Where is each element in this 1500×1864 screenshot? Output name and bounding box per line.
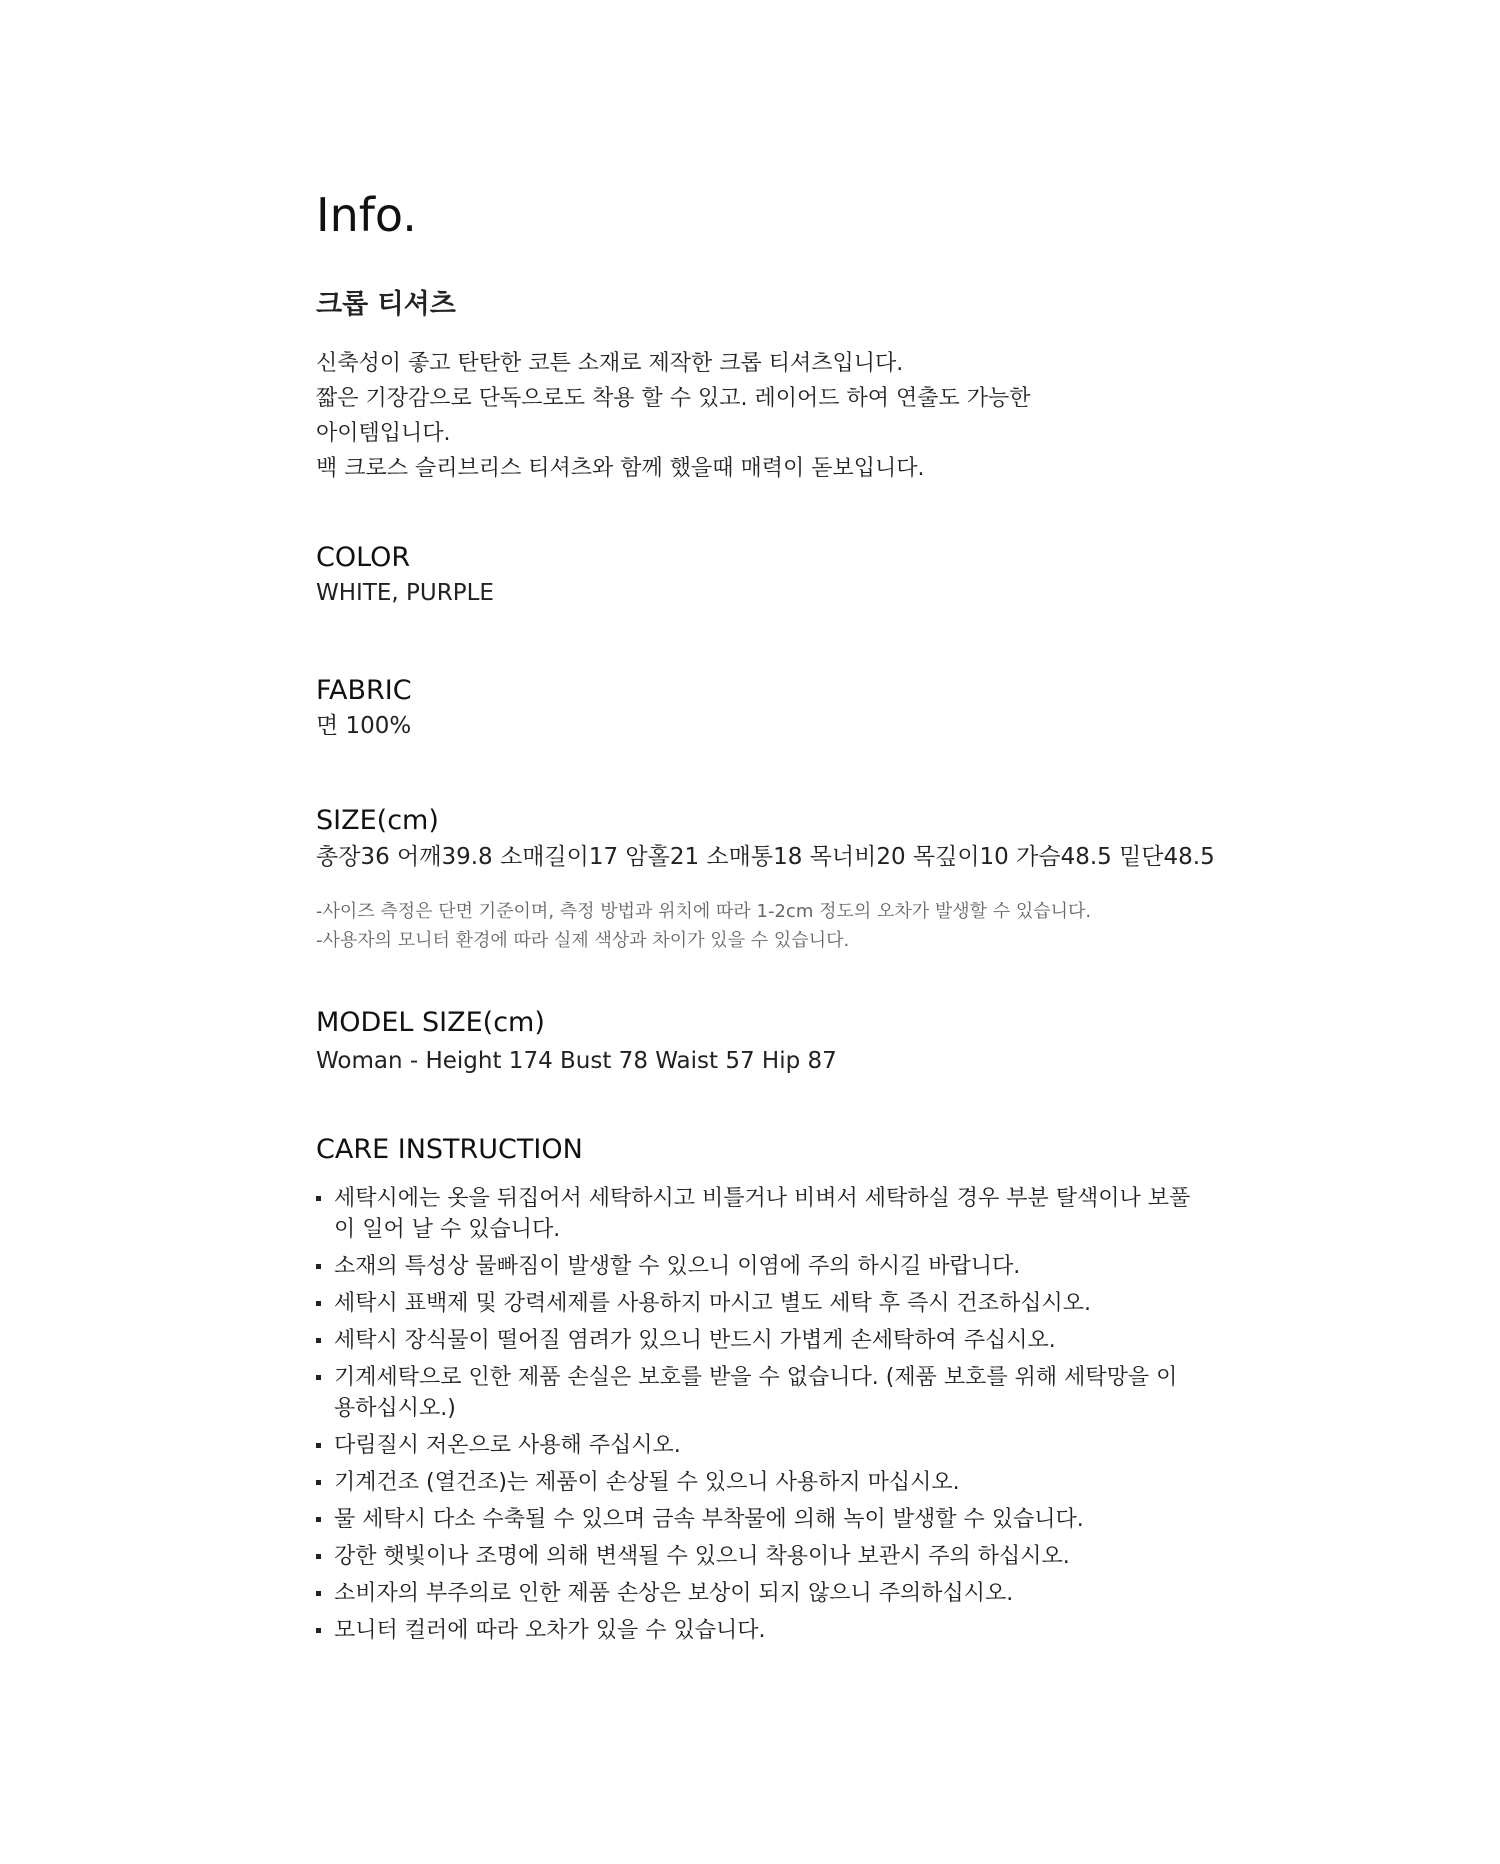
care-item-text: 다림질시 저온으로 사용해 주십시오. <box>334 1433 681 1458</box>
care-item <box>316 1467 1196 1498</box>
description-line: 아이템입니다. <box>316 421 451 446</box>
description-line: 백 크로스 슬리브리스 티셔츠와 함께 했을때 매력이 돋보입니다. <box>316 456 925 481</box>
care-item-text: 세탁시 장식물이 떨어질 염려가 있으니 반드시 가볍게 손세탁하여 주십시오. <box>334 1328 1056 1353</box>
care-item <box>316 1578 1196 1609</box>
color-heading: COLOR <box>316 542 411 573</box>
care-item-text: 강한 햇빛이나 조명에 의해 변색될 수 있으니 착용이나 보관시 주의 하십시오. <box>334 1544 1070 1569</box>
product-name: 크롭 티셔츠 <box>316 289 456 320</box>
page-title: Info. <box>316 188 417 242</box>
bullet-icon <box>316 1338 321 1343</box>
size-note: -사용자의 모니터 환경에 따라 실제 색상과 차이가 있을 수 있습니다. <box>316 930 850 951</box>
fabric-heading: FABRIC <box>316 675 412 706</box>
care-item-text: 기계세탁으로 인한 제품 손실은 보호를 받을 수 없습니다. (제품 보호를 위해 세탁망을 이용하십시오.) <box>334 1365 1178 1421</box>
care-item <box>316 1541 1196 1572</box>
color-value: WHITE, PURPLE <box>316 580 494 606</box>
bullet-icon <box>316 1196 321 1201</box>
bullet-icon <box>316 1628 321 1633</box>
product-description <box>316 346 1031 486</box>
bullet-icon <box>316 1264 321 1269</box>
care-item <box>316 1288 1196 1319</box>
bullet-icon <box>316 1591 321 1596</box>
bullet-icon <box>316 1375 321 1380</box>
size-notes <box>316 897 1091 955</box>
care-item <box>316 1325 1196 1356</box>
model-size-heading: MODEL SIZE(cm) <box>316 1007 545 1038</box>
bullet-icon <box>316 1480 321 1485</box>
bullet-icon <box>316 1301 321 1306</box>
care-instruction-heading: CARE INSTRUCTION <box>316 1134 583 1165</box>
care-item <box>316 1362 1196 1424</box>
care-item-text: 세탁시 표백제 및 강력세제를 사용하지 마시고 별도 세탁 후 즉시 건조하십시오. <box>334 1291 1091 1316</box>
care-item <box>316 1504 1196 1535</box>
care-item <box>316 1615 1196 1646</box>
care-item <box>316 1251 1196 1282</box>
fabric-value: 면 100% <box>316 713 412 739</box>
bullet-icon <box>316 1517 321 1522</box>
care-instruction-list <box>316 1183 1196 1652</box>
size-value: 총장36 어깨39.8 소매길이17 암홀21 소매통18 목너비20 목깊이10 가슴48.5 밑단48.5 <box>316 844 1215 870</box>
care-item <box>316 1430 1196 1461</box>
model-size-value: Woman - Height 174 Bust 78 Waist 57 Hip 87 <box>316 1048 837 1074</box>
care-item-text: 세탁시에는 옷을 뒤집어서 세탁하시고 비틀거나 비벼서 세탁하실 경우 부분 탈색이나 보풀이 일어 날 수 있습니다. <box>334 1186 1191 1242</box>
bullet-icon <box>316 1443 321 1448</box>
care-item-text: 기계건조 (열건조)는 제품이 손상될 수 있으니 사용하지 마십시오. <box>334 1470 960 1495</box>
size-heading: SIZE(cm) <box>316 805 439 836</box>
care-item-text: 소비자의 부주의로 인한 제품 손상은 보상이 되지 않으니 주의하십시오. <box>334 1581 1014 1606</box>
care-item-text: 모니터 컬러에 따라 오차가 있을 수 있습니다. <box>334 1618 766 1643</box>
care-item-text: 소재의 특성상 물빠짐이 발생할 수 있으니 이염에 주의 하시길 바랍니다. <box>334 1254 1021 1279</box>
bullet-icon <box>316 1554 321 1559</box>
care-item <box>316 1183 1196 1245</box>
description-line: 짧은 기장감으로 단독으로도 착용 할 수 있고. 레이어드 하여 연출도 가능한 <box>316 386 1031 411</box>
size-note: -사이즈 측정은 단면 기준이며, 측정 방법과 위치에 따라 1-2cm 정도의 오차가 발생할 수 있습니다. <box>316 901 1092 922</box>
description-line: 신축성이 좋고 탄탄한 코튼 소재로 제작한 크롭 티셔츠입니다. <box>316 351 904 376</box>
care-item-text: 물 세탁시 다소 수축될 수 있으며 금속 부착물에 의해 녹이 발생할 수 있습니다. <box>334 1507 1084 1532</box>
